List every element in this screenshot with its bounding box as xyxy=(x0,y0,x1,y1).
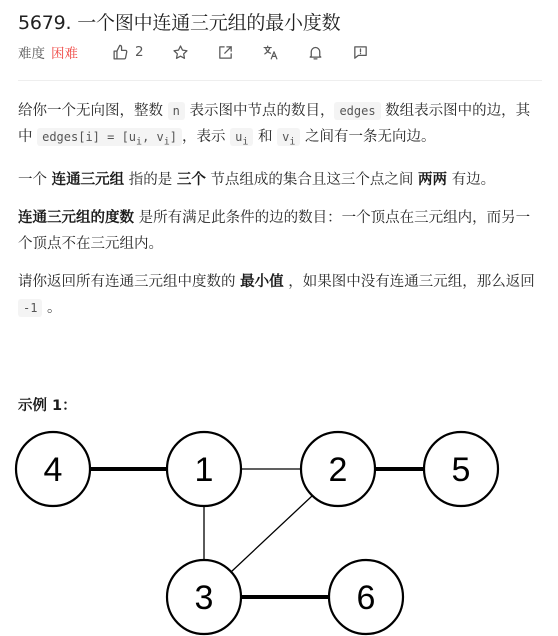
text: 指的是 xyxy=(124,172,177,189)
description-paragraph-2 xyxy=(18,167,544,193)
subscript: i xyxy=(136,136,143,148)
like-count: 2 xyxy=(135,44,144,60)
code-v xyxy=(277,128,300,146)
text: 是所有满足此条件的边的数目：一个顶点在三元组内，而另一个顶点不在三元组内。 xyxy=(18,210,531,253)
description-paragraph-4 xyxy=(18,269,544,321)
description-paragraph-3 xyxy=(18,205,544,257)
code-minus-one: -1 xyxy=(18,299,42,317)
node-label: 5 xyxy=(451,451,471,489)
text: 。 xyxy=(42,300,62,317)
node-label: 6 xyxy=(356,579,376,617)
code-text: u xyxy=(235,130,243,144)
bold-text: 三个 xyxy=(176,172,206,189)
code-text: , v xyxy=(142,130,164,144)
node-label: 4 xyxy=(43,451,63,489)
graph-node xyxy=(424,432,498,506)
graph-node xyxy=(167,560,241,634)
graph-node xyxy=(16,432,90,506)
bold-text: 连通三元组 xyxy=(51,172,125,189)
graph-node xyxy=(167,432,241,506)
text: 给你一个无向图，整数 xyxy=(18,103,168,119)
subscript: i xyxy=(163,136,170,148)
description-paragraph-1 xyxy=(18,98,544,155)
example-graph xyxy=(0,420,558,636)
code-text: ] xyxy=(169,130,178,144)
bell-icon xyxy=(307,44,324,61)
difficulty-badge: 困难 xyxy=(51,46,78,62)
text: 和 xyxy=(253,129,278,145)
graph-node xyxy=(301,432,375,506)
bold-text: 两两 xyxy=(418,172,448,189)
header-divider xyxy=(18,80,542,81)
text: 有边。 xyxy=(447,172,496,189)
feedback-icon xyxy=(352,44,369,61)
code-edges: edges xyxy=(334,102,380,120)
graph-node xyxy=(329,560,403,634)
text: 表示图中节点的数目， xyxy=(184,103,335,119)
subscript: i xyxy=(242,136,249,148)
favorite-button[interactable] xyxy=(172,44,189,61)
translate-button[interactable] xyxy=(262,44,279,61)
text: ，如果图中没有连通三元组，那么返回 xyxy=(283,274,535,291)
thumbs-up-icon xyxy=(112,44,129,61)
notification-button[interactable] xyxy=(307,44,324,61)
text: 节点组成的集合且这三个点之间 xyxy=(205,172,419,189)
code-n: n xyxy=(168,102,185,120)
code-text: v xyxy=(282,130,290,144)
translate-icon xyxy=(262,44,279,61)
code-u xyxy=(230,128,253,146)
text: ，表示 xyxy=(182,129,231,145)
like-button[interactable] xyxy=(112,44,144,61)
star-icon xyxy=(172,44,189,61)
problem-title: 5679. 一个图中连通三元组的最小度数 xyxy=(18,12,341,34)
code-text: edges[i] = [u xyxy=(42,130,137,144)
text: 之间有一条无向边。 xyxy=(300,129,436,145)
text: 一个 xyxy=(18,172,52,189)
example-title: 示例 1： xyxy=(18,398,77,414)
node-label: 1 xyxy=(194,451,214,489)
problem-description xyxy=(18,98,544,333)
node-label: 3 xyxy=(194,579,214,617)
text: 请你返回所有连通三元组中度数的 xyxy=(18,274,241,291)
problem-meta-bar xyxy=(18,42,538,62)
share-icon xyxy=(217,44,234,61)
node-label: 2 xyxy=(328,451,348,489)
code-edge-definition xyxy=(37,128,182,146)
edge-2-3 xyxy=(231,496,312,572)
share-button[interactable] xyxy=(217,44,234,61)
feedback-button[interactable] xyxy=(352,44,369,61)
text: 数组表示图中的边，其中 xyxy=(18,103,531,145)
bold-text: 连通三元组的度数 xyxy=(18,210,134,227)
bold-text: 最小值 xyxy=(240,274,284,291)
difficulty-label: 难度 xyxy=(18,46,45,62)
subscript: i xyxy=(289,136,296,148)
